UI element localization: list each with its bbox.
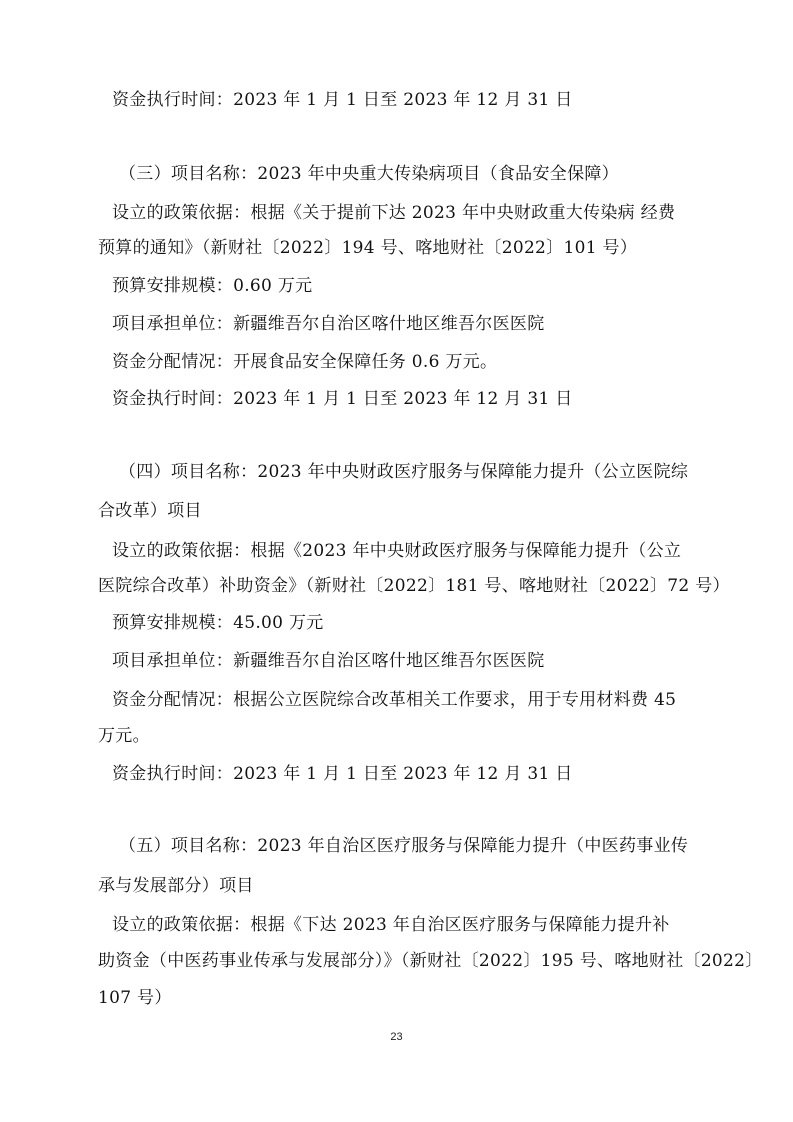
section-4-allocation: 资金分配情况：根据公立医院综合改革相关工作要求，用于专用材料费 45 bbox=[112, 690, 677, 710]
section-3-title: （三）项目名称：2023 年中央重大传染病项目（食品安全保障） bbox=[119, 164, 619, 184]
section-4-execution-time: 资金执行时间：2023 年 1 月 1 日至 2023 年 12 月 31 日 bbox=[112, 764, 573, 784]
section-4-title: （四）项目名称：2023 年中央财政医疗服务与保障能力提升（公立医院综 bbox=[119, 462, 689, 482]
section-3-policy-basis: 设立的政策依据：根据《关于提前下达 2023 年中央财政重大传染病 经费 bbox=[112, 203, 676, 223]
section-3-execution-time: 资金执行时间：2023 年 1 月 1 日至 2023 年 12 月 31 日 bbox=[112, 389, 573, 409]
section-4-allocation-cont: 万元。 bbox=[98, 726, 150, 746]
section-4-budget: 预算安排规模：45.00 万元 bbox=[112, 613, 324, 633]
fund-execution-time-line: 资金执行时间：2023 年 1 月 1 日至 2023 年 12 月 31 日 bbox=[112, 90, 573, 110]
section-4-title-cont: 合改革）项目 bbox=[98, 501, 202, 521]
section-4-policy-basis-cont: 医院综合改革）补助资金》（新财社〔2022〕181 号、喀地财社〔2022〕72 号） bbox=[98, 576, 730, 596]
section-3-allocation: 资金分配情况：开展食品安全保障任务 0.6 万元。 bbox=[112, 352, 498, 372]
section-5-policy-basis-cont: 助资金（中医药事业传承与发展部分）》（新财社〔2022〕195 号、喀地财社〔2022〕 bbox=[98, 951, 763, 971]
section-3-policy-basis-cont: 预算的通知》（新财社〔2022〕194 号、喀地财社〔2022〕101 号） bbox=[98, 238, 638, 258]
section-5-title-cont: 承与发展部分）项目 bbox=[98, 876, 254, 896]
section-5-policy-basis-cont-2: 107 号） bbox=[98, 988, 172, 1008]
section-5-policy-basis: 设立的政策依据：根据《下达 2023 年自治区医疗服务与保障能力提升补 bbox=[112, 915, 670, 935]
section-4-unit: 项目承担单位：新疆维吾尔自治区喀什地区维吾尔医医院 bbox=[112, 651, 545, 671]
page-number: 23 bbox=[390, 1031, 403, 1043]
section-3-unit: 项目承担单位：新疆维吾尔自治区喀什地区维吾尔医医院 bbox=[112, 314, 545, 334]
section-4-policy-basis: 设立的政策依据：根据《2023 年中央财政医疗服务与保障能力提升（公立 bbox=[112, 541, 682, 561]
section-3-budget: 预算安排规模：0.60 万元 bbox=[112, 276, 313, 296]
section-5-title: （五）项目名称：2023 年自治区医疗服务与保障能力提升（中医药事业传 bbox=[119, 836, 689, 856]
